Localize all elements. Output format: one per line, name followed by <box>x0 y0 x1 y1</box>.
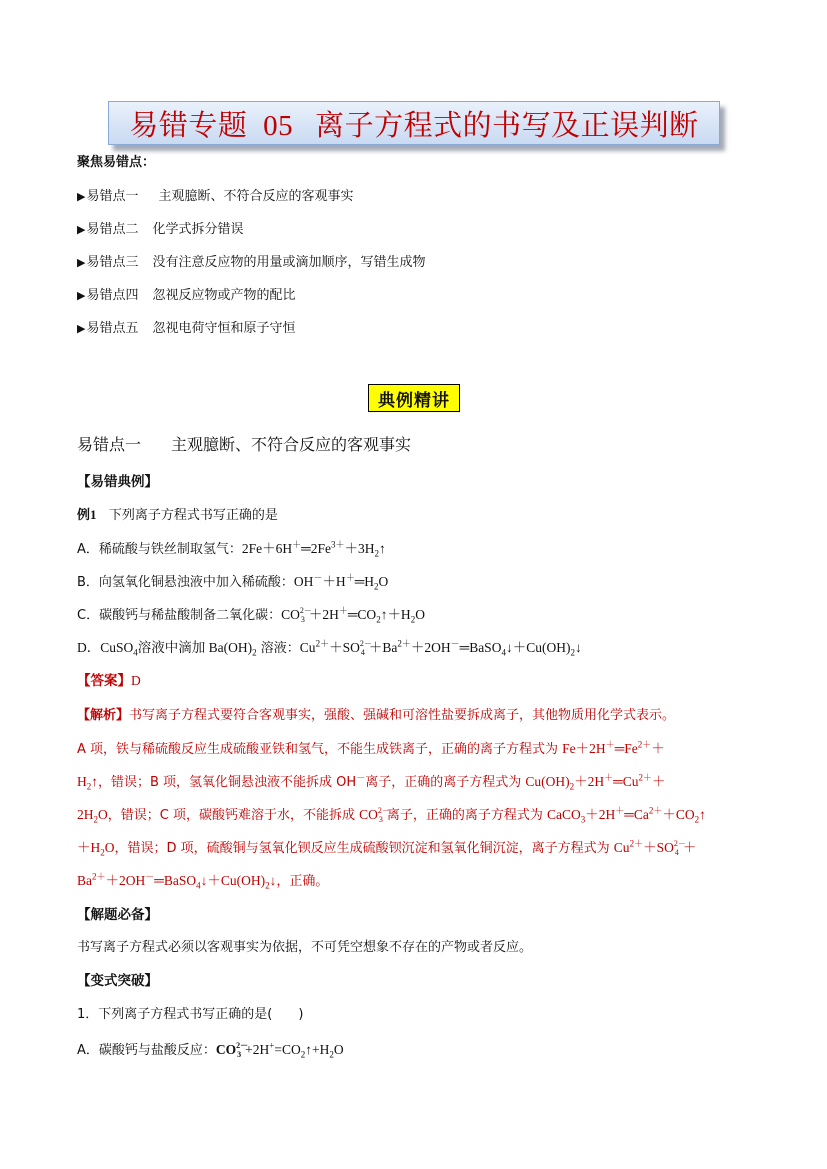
example-bracket-label: 【易错典例】 <box>77 474 158 490</box>
triangle-bullet-icon: ▶ <box>77 223 86 236</box>
focus-heading: 聚焦易错点： <box>77 155 156 170</box>
focus-item: ▶易错点五 忽视电荷守恒和原子守恒 <box>77 321 296 336</box>
triangle-bullet-icon: ▶ <box>77 256 86 269</box>
variant-bracket-label: 【变式突破】 <box>77 973 158 989</box>
analysis-line: 【解析】书写离子方程式要符合客观事实，强酸、强碱和可溶性盐要拆成离子，其他物质用化学式表示。 <box>77 708 676 723</box>
section-badge: 典例精讲 <box>368 384 460 412</box>
focus-item: ▶易错点一 主观臆断、不符合反应的客观事实 <box>77 189 354 204</box>
triangle-bullet-icon: ▶ <box>77 190 86 203</box>
option-b: B．向氢氧化铜悬浊液中加入稀硫酸：$OH^-+H^+═H_2O$ <box>77 572 389 592</box>
title-banner <box>108 101 720 145</box>
triangle-bullet-icon: ▶ <box>77 289 86 302</box>
analysis-line: $Ba^{2+}+2OH^-═BaSO_4↓+Cu(OH)_2↓$，正确。 <box>77 871 329 891</box>
focus-item: ▶易错点二 化学式拆分错误 <box>77 222 244 237</box>
option-a: A．稀硫酸与铁丝制取氢气：$2Fe+6H^+═2Fe^{3+}+3H_2↑$ <box>77 539 386 559</box>
example-stem: 例1 下列离子方程式书写正确的是 <box>77 507 278 523</box>
analysis-line: $2H_2O$，错误；C 项，碳酸钙难溶于水，不能拆成 CO 2－ 3 离子，正确的离子方程式为 $CaCO_3+2H^+═Ca^{2+}+CO_2↑$ <box>77 805 706 825</box>
variant-question: 1．下列离子方程式书写正确的是( ) <box>77 1007 304 1022</box>
must-know-bracket-label: 【解题必备】 <box>77 907 158 923</box>
must-know-text: 书写离子方程式必须以客观事实为依据，不可凭空想象不存在的产物或者反应。 <box>77 940 533 955</box>
focus-item: ▶易错点四 忽视反应物或产物的配比 <box>77 288 296 303</box>
error-point-heading: 易错点一 主观臆断、不符合反应的客观事实 <box>77 435 412 454</box>
analysis-line: A 项，铁与稀硫酸反应生成硫酸亚铁和氢气，不能生成铁离子，正确的离子方程式为 $Fe+2H^+═Fe^{2+}+$ <box>77 739 665 757</box>
answer-line: 【答案】D <box>77 673 141 689</box>
option-d: D．CuSO$_4$溶液中滴加 $Ba(OH)_2$ 溶液：$Cu^{2+}+SO$ 2－ 4 $+Ba^{2+}+2OH^-═BaSO_4↓+Cu(OH)_2↓$ <box>77 638 582 658</box>
triangle-bullet-icon: ▶ <box>77 322 86 335</box>
option-c: C．碳酸钙与稀盐酸制备二氧化碳：CO 2－ 3 $+2H^+═CO_2↑+H_2O$ <box>77 605 425 625</box>
variant-option-a: A．碳酸钙与盐酸反应：CO 2－ 3 $+2H^+=CO_2↑+H_2O$ <box>77 1040 344 1060</box>
focus-item: ▶易错点三 没有注意反应物的用量或滴加顺序，写错生成物 <box>77 255 426 270</box>
page-title: 易错专题 05 离子方程式的书写及正误判断 <box>129 107 699 142</box>
analysis-line: $+H_2O$，错误；D 项，硫酸铜与氢氧化钡反应生成硫酸钡沉淀和氢氧化铜沉淀，离子方程式为 $Cu^{2+}+SO$ 2－ 4 ＋ <box>77 838 697 858</box>
analysis-line: $H_2↑$，错误；B 项，氢氧化铜悬浊液不能拆成 OH－离子，正确的离子方程式为 $Cu(OH)_2+2H^+═Cu^{2+}+$ <box>77 772 666 792</box>
